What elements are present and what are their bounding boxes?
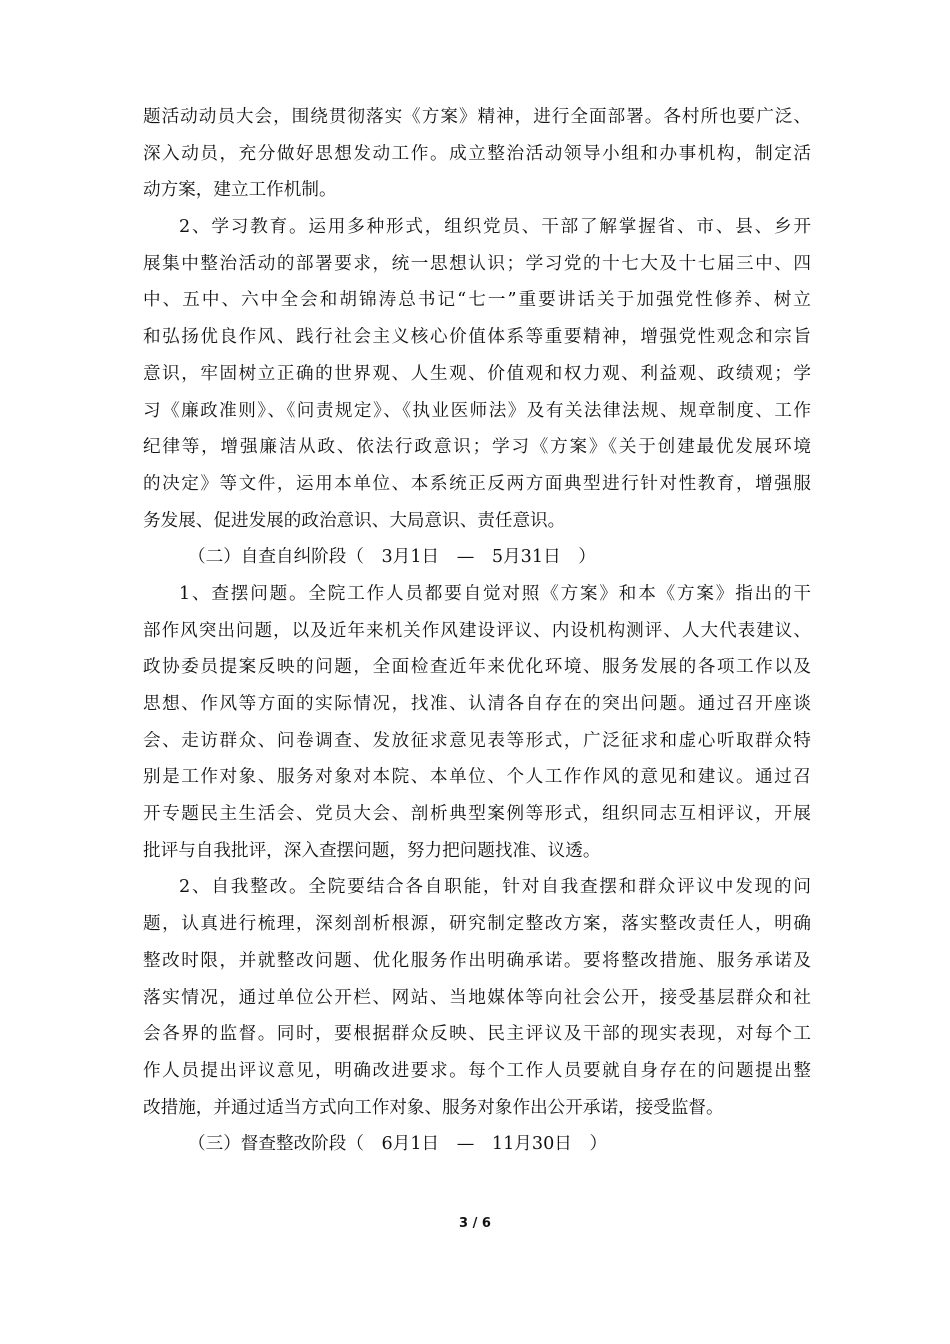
paragraph-start-line: 2、自我整改。全院要结合各自职能，针对自我查摆和群众评议中发现的问 (179, 877, 811, 898)
text-line: 中、五中、六中全会和胡锦涛总书记“七一”重要讲话关于加强党性修养、树立 (143, 290, 811, 311)
text-line: 题活动动员大会，围绕贯彻落实《方案》精神，进行全面部署。各村所也要广泛、 (143, 107, 811, 127)
text-line: 的决定》等文件，运用本单位、本系统正反两方面典型进行针对性教育，增强服 (143, 473, 811, 494)
text-line: 务发展、促进发展的政治意识、大局意识、责任意识。 (143, 510, 566, 531)
text-line: 部作风突出问题，以及近年来机关作风建设评议、内设机构测评、人大代表建议、 (143, 620, 811, 641)
stage-heading: （二）自查自纠阶段（ 3月1日 — 5月31日 ） (188, 547, 596, 568)
text-line: 开专题民主生活会、党员大会、剖析典型案例等形式，组织同志互相评议，开展 (143, 804, 811, 825)
page-number: 3 / 6 (459, 1216, 491, 1231)
text-line: 纪律等，增强廉洁从政、依法行政意识；学习《方案》《关于创建最优发展环境 (143, 437, 811, 458)
text-line: 深入动员，充分做好思想发动工作。成立整治活动领导小组和办事机构，制定活 (143, 143, 811, 164)
text-line: 批评与自我批评，深入查摆问题，努力把问题找准、议透。 (143, 840, 601, 861)
text-line: 会、走访群众、问卷调查、发放征求意见表等形式，广泛征求和虚心听取群众特 (143, 730, 811, 751)
paragraph-start-line: 2、学习教育。运用多种形式，组织党员、干部了解掌握省、市、县、乡开 (179, 217, 811, 238)
text-line: 作人员提出评议意见，明确改进要求。每个工作人员要就自身存在的问题提出整 (143, 1060, 811, 1081)
text-line: 动方案，建立工作机制。 (143, 180, 337, 201)
text-line: 展集中整治活动的部署要求，统一思想认识；学习党的十七大及十七届三中、四 (143, 253, 811, 274)
text-line: 别是工作对象、服务对象对本院、本单位、个人工作作风的意见和建议。通过召 (143, 767, 811, 788)
text-line: 习《廉政准则》、《问责规定》、《执业医师法》及有关法律法规、规章制度、工作 (143, 400, 811, 421)
text-line: 改措施，并通过适当方式向工作对象、服务对象作出公开承诺，接受监督。 (143, 1097, 724, 1118)
text-line: 整改时限，并就整改问题、优化服务作出明确承诺。要将整改措施、服务承诺及 (143, 950, 811, 971)
text-line: 意识，牢固树立正确的世界观、人生观、价值观和权力观、利益观、政绩观；学 (143, 363, 811, 384)
text-line: 思想、作风等方面的实际情况，找准、认清各自存在的突出问题。通过召开座谈 (143, 694, 811, 714)
text-line: 题，认真进行梳理，深刻剖析根源，研究制定整改方案，落实整改责任人，明确 (143, 914, 811, 935)
text-line: 和弘扬优良作风、践行社会主义核心价值体系等重要精神，增强党性观念和宗旨 (143, 327, 811, 348)
document-body (143, 99, 811, 1163)
text-line: 会各界的监督。同时，要根据群众反映、民主评议及干部的现实表现，对每个工 (143, 1024, 811, 1045)
stage-heading: （三）督查整改阶段（ 6月1日 — 11月30日 ） (188, 1134, 608, 1155)
text-line: 政协委员提案反映的问题，全面检查近年来优化环境、服务发展的各项工作以及 (143, 657, 811, 678)
text-line: 落实情况，通过单位公开栏、网站、当地媒体等向社会公开，接受基层群众和社 (143, 987, 811, 1008)
paragraph-start-line: 1、查摆问题。全院工作人员都要自觉对照《方案》和本《方案》指出的干 (179, 583, 811, 604)
